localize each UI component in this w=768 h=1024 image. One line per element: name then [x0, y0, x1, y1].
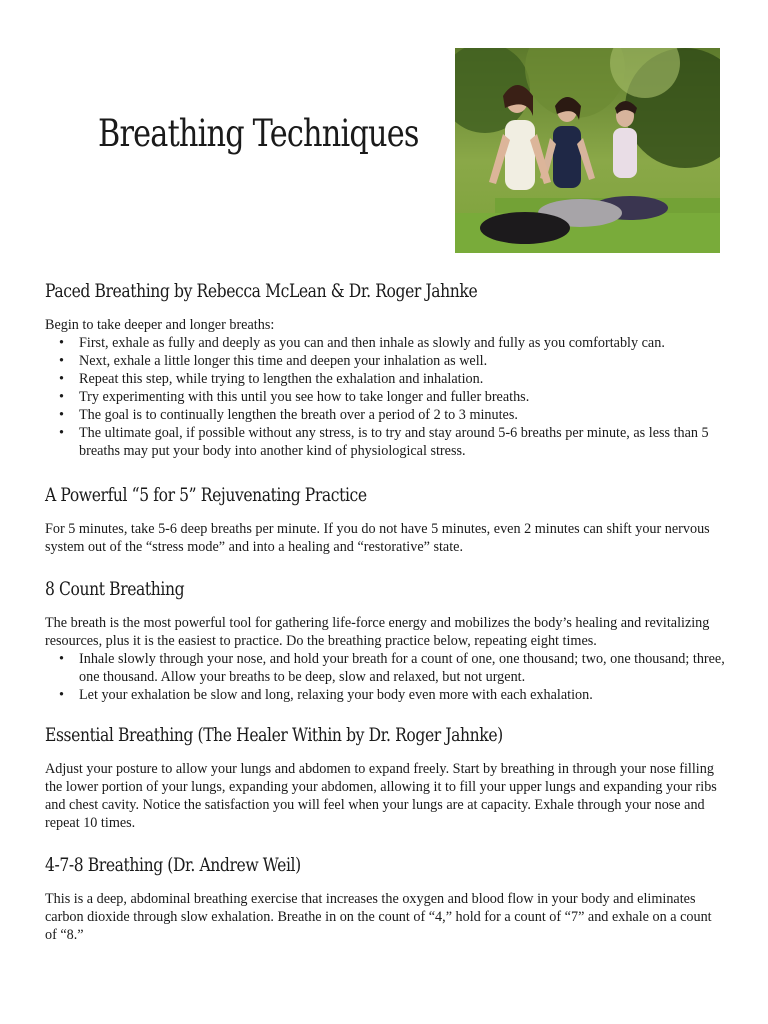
section-4-7-8 — [45, 854, 725, 944]
list-item: • The ultimate goal, if possible without any stress, is to try and stay around 5-6 breaths per minute, as less than 5 breaths may put your body into another kind of physiological stress. — [59, 425, 709, 459]
list-item: • Next, exhale a little longer this time and deepen your inhalation as well. — [59, 353, 488, 369]
section-heading: 8 Count Breathing — [45, 578, 185, 600]
section-body: This is a deep, abdominal breathing exercise that increases the oxygen and blood flow in your body and eliminates carbon dioxide through slow exhalation. Breathe in on the count of “4,” hold for a count of “7” and exhale on a count of “8.” — [45, 891, 712, 943]
section-5-for-5 — [45, 484, 725, 556]
section-essential-breathing — [45, 724, 725, 832]
section-body: Adjust your posture to allow your lungs and abdomen to expand freely. Start by breathing in through your nose filling the lower portion of your lungs, expanding your abdomen, allowing it to fill your upper lungs and expanding your ribs and chest cavity. Notice the satisfaction you will feel when your lungs are at capacity. Exhale through your nose and repeat 10 times. — [45, 761, 717, 831]
bullet-list — [45, 334, 725, 460]
bullet-list — [45, 650, 725, 704]
list-item: • First, exhale as fully and deeply as you can and then inhale as slowly and fully as you comfortably can. — [59, 335, 665, 351]
section-paced-breathing — [45, 280, 725, 460]
section-body: For 5 minutes, take 5-6 deep breaths per minute. If you do not have 5 minutes, even 2 minutes can shift your nervous system out of the “stress mode” and into a healing and “restorative” state. — [45, 521, 710, 555]
section-intro: The breath is the most powerful tool for gathering life-force energy and mobilizes the body’s healing and revitalizing resources, plus it is the easiest to practice. Do the breathing practice below, repeating eight times. — [45, 615, 710, 649]
list-item: • Let your exhalation be slow and long, relaxing your body even more with each exhalation. — [59, 687, 593, 703]
list-item: • The goal is to continually lengthen the breath over a period of 2 to 3 minutes. — [59, 407, 518, 423]
section-heading: Paced Breathing by Rebecca McLean & Dr. Roger Jahnke — [45, 280, 478, 302]
yoga-photo — [455, 48, 720, 253]
section-heading: Essential Breathing (The Healer Within by Dr. Roger Jahnke) — [45, 724, 503, 746]
list-item: • Inhale slowly through your nose, and hold your breath for a count of one, one thousand; two, one thousand; three, one thousand. Allow your breaths to be deep, slow and relaxed, but not urgent. — [59, 651, 725, 685]
main-content — [45, 280, 725, 944]
section-heading: 4-7-8 Breathing (Dr. Andrew Weil) — [45, 854, 301, 876]
list-item: • Repeat this step, while trying to lengthen the exhalation and inhalation. — [59, 371, 484, 387]
section-intro: Begin to take deeper and longer breaths: — [45, 317, 275, 333]
page-title: Breathing Techniques — [98, 112, 419, 155]
section-8-count — [45, 578, 725, 704]
section-heading: A Powerful “5 for 5” Rejuvenating Practice — [45, 484, 367, 506]
list-item: • Try experimenting with this until you see how to take longer and fuller breaths. — [59, 389, 530, 405]
